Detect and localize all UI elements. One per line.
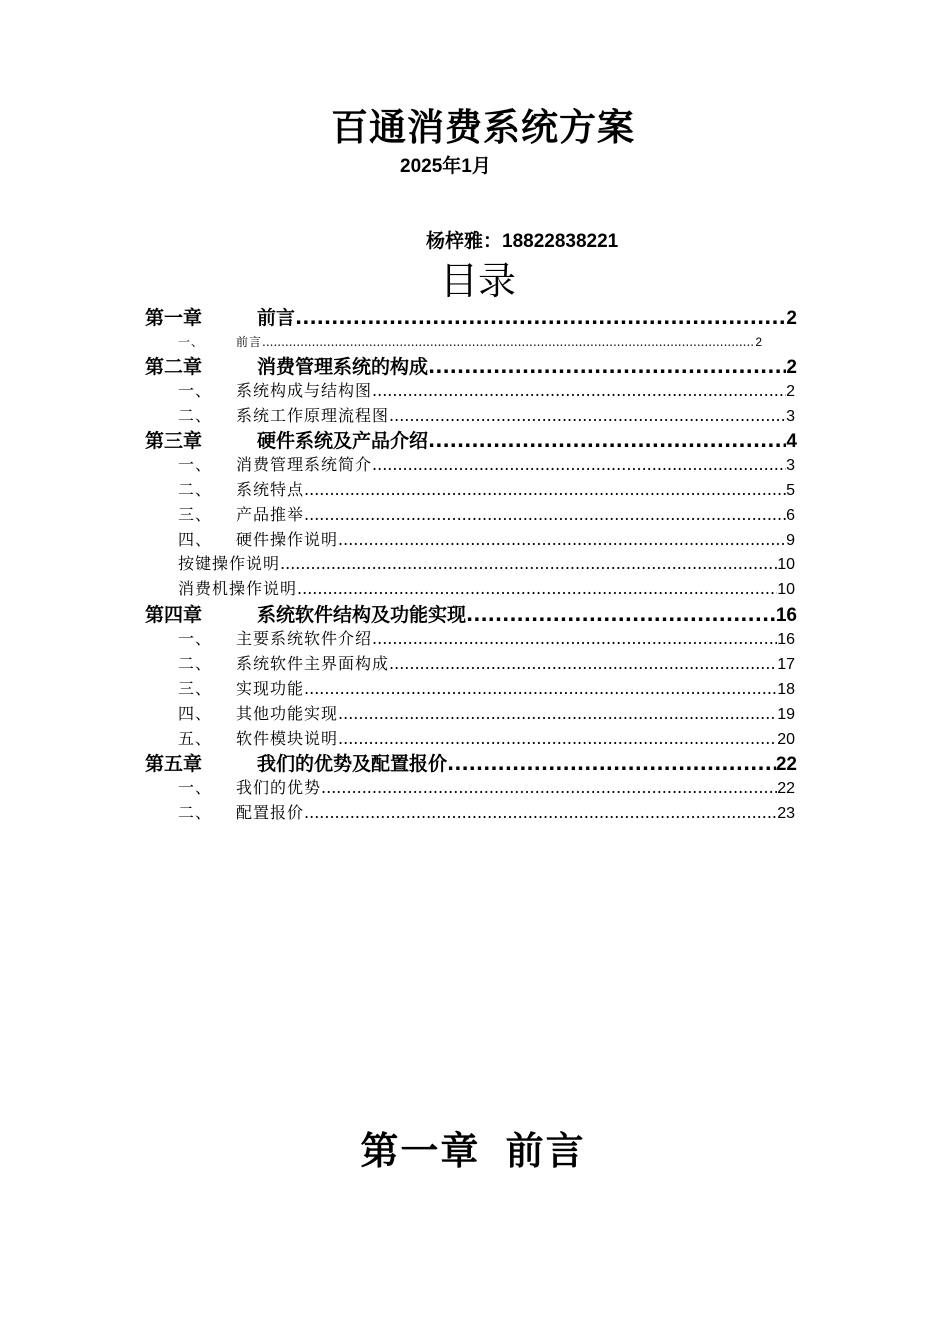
- toc-entry-number: 四、: [178, 530, 213, 549]
- toc-entry-title: 产品推举: [236, 505, 305, 524]
- toc-entry-title: 硬件操作说明: [236, 530, 339, 549]
- toc-dot-leader: [338, 727, 777, 751]
- toc-entry-number: 二、: [178, 803, 213, 822]
- toc-dot-leader: [372, 453, 786, 477]
- toc-entry-number: 三、: [178, 505, 213, 524]
- toc-entry-section[interactable]: [178, 652, 795, 676]
- toc-entry-section[interactable]: [178, 776, 795, 800]
- toc-entry-page: 20: [777, 731, 795, 748]
- toc-entry-title: 硬件系统及产品介绍: [257, 430, 429, 452]
- contact-info: 杨梓雅：18822838221: [426, 231, 619, 252]
- toc-dot-leader: [304, 677, 777, 701]
- toc-entry-section[interactable]: [178, 478, 795, 502]
- toc-entry-number: 三、: [178, 679, 213, 698]
- toc-entry-page: 22: [775, 754, 797, 775]
- toc-heading: 目录: [439, 259, 516, 303]
- toc-dot-leader: [280, 552, 777, 576]
- toc-dot-leader: [466, 602, 776, 628]
- toc-dot-leader: [428, 354, 786, 380]
- toc-dot-leader: [389, 404, 786, 428]
- toc-entry-page: 10: [777, 581, 795, 598]
- toc-entry-section[interactable]: [178, 577, 795, 601]
- toc-entry-title: 软件模块说明: [236, 729, 339, 748]
- toc-entry-page: 2: [786, 308, 797, 329]
- toc-entry-section[interactable]: [178, 702, 795, 726]
- toc-entry-section[interactable]: [178, 627, 795, 651]
- toc-entry-page: 16: [775, 605, 797, 626]
- toc-entry-section[interactable]: [178, 333, 762, 351]
- toc-entry-page: 4: [786, 431, 797, 452]
- toc-dot-leader: [304, 503, 786, 527]
- toc-entry-number: 二、: [178, 406, 213, 425]
- toc-entry-section[interactable]: [178, 453, 795, 477]
- toc-entry-section[interactable]: [178, 503, 795, 527]
- toc-entry-title: 消费管理系统简介: [236, 455, 373, 474]
- toc-entry-page: 22: [777, 780, 795, 797]
- toc-entry-title: 系统特点: [236, 480, 305, 499]
- toc-entry-number: 一、: [178, 335, 205, 349]
- toc-entry-page: 6: [786, 507, 795, 524]
- toc-entry-page: 2: [755, 335, 762, 349]
- toc-entry-chapter-2[interactable]: [145, 354, 797, 380]
- toc-entry-chapter-5[interactable]: [145, 751, 797, 777]
- toc-entry-number: 五、: [178, 729, 213, 748]
- toc-entry-title: 消费管理系统的构成: [257, 356, 429, 378]
- toc-entry-number: 第一章: [145, 307, 203, 329]
- toc-dot-leader: [304, 478, 786, 502]
- toc-entry-section[interactable]: [178, 801, 795, 825]
- toc-dot-leader: [338, 702, 777, 726]
- toc-entry-number: 一、: [178, 629, 213, 648]
- toc-entry-title: 主要系统软件介绍: [236, 629, 373, 648]
- toc-dot-leader: [262, 333, 755, 351]
- toc-entry-section[interactable]: [178, 379, 795, 403]
- toc-entry-page: 9: [786, 532, 795, 549]
- toc-entry-page: 19: [777, 706, 795, 723]
- toc-dot-leader: [295, 305, 786, 331]
- toc-entry-number: 一、: [178, 455, 213, 474]
- toc-entry-section[interactable]: [178, 727, 795, 751]
- toc-entry-number: 二、: [178, 480, 213, 499]
- toc-dot-leader: [372, 627, 777, 651]
- toc-entry-number: 二、: [178, 654, 213, 673]
- toc-entry-page: 3: [786, 408, 795, 425]
- toc-entry-number: 第二章: [145, 356, 203, 378]
- toc-dot-leader: [338, 528, 786, 552]
- toc-entry-title: 前言: [236, 335, 263, 349]
- toc-dot-leader: [372, 379, 786, 403]
- toc-entry-section[interactable]: [178, 552, 795, 576]
- toc-entry-page: 3: [786, 457, 795, 474]
- toc-dot-leader: [447, 751, 776, 777]
- toc-dot-leader: [389, 652, 777, 676]
- toc-dot-leader: [297, 577, 777, 601]
- toc-entry-section[interactable]: [178, 404, 795, 428]
- toc-entry-title: 系统构成与结构图: [236, 381, 373, 400]
- toc-dot-leader: [304, 801, 777, 825]
- toc-entry-title: 按键操作说明: [178, 554, 281, 573]
- document-date: 2025年1月: [400, 156, 491, 177]
- toc-entry-page: 16: [777, 631, 795, 648]
- toc-entry-title: 消费机操作说明: [178, 579, 298, 598]
- toc-entry-section[interactable]: [178, 528, 795, 552]
- toc-entry-number: 第四章: [145, 604, 203, 626]
- toc-entry-title: 系统软件主界面构成: [236, 654, 390, 673]
- toc-entry-page: 2: [786, 357, 797, 378]
- toc-dot-leader: [428, 428, 786, 454]
- toc-entry-number: 一、: [178, 778, 213, 797]
- toc-entry-title: 系统软件结构及功能实现: [257, 604, 467, 626]
- toc-entry-number: 一、: [178, 381, 213, 400]
- chapter-one-heading: 第一章 前言: [360, 1129, 586, 1173]
- toc-entry-title: 实现功能: [236, 679, 305, 698]
- toc-entry-number: 第三章: [145, 430, 203, 452]
- toc-entry-page: 17: [777, 656, 795, 673]
- toc-entry-number: 第五章: [145, 753, 203, 775]
- toc-entry-chapter-3[interactable]: [145, 428, 797, 454]
- toc-entry-page: 23: [777, 805, 795, 822]
- toc-entry-title: 我们的优势: [236, 778, 322, 797]
- toc-entry-title: 系统工作原理流程图: [236, 406, 390, 425]
- toc-entry-title: 配置报价: [236, 803, 305, 822]
- toc-entry-title: 我们的优势及配置报价: [257, 753, 448, 775]
- toc-dot-leader: [321, 776, 777, 800]
- toc-entry-chapter-4[interactable]: [145, 602, 797, 628]
- toc-entry-page: 2: [786, 383, 795, 400]
- toc-entry-number: 四、: [178, 704, 213, 723]
- toc-entry-section[interactable]: [178, 677, 795, 701]
- toc-entry-title: 其他功能实现: [236, 704, 339, 723]
- document-title: 百通消费系统方案: [331, 106, 635, 149]
- toc-entry-page: 5: [786, 482, 795, 499]
- toc-entry-page: 18: [777, 681, 795, 698]
- toc-entry-page: 10: [777, 556, 795, 573]
- toc-entry-title: 前言: [257, 307, 296, 329]
- toc-entry-chapter-1[interactable]: [145, 305, 797, 331]
